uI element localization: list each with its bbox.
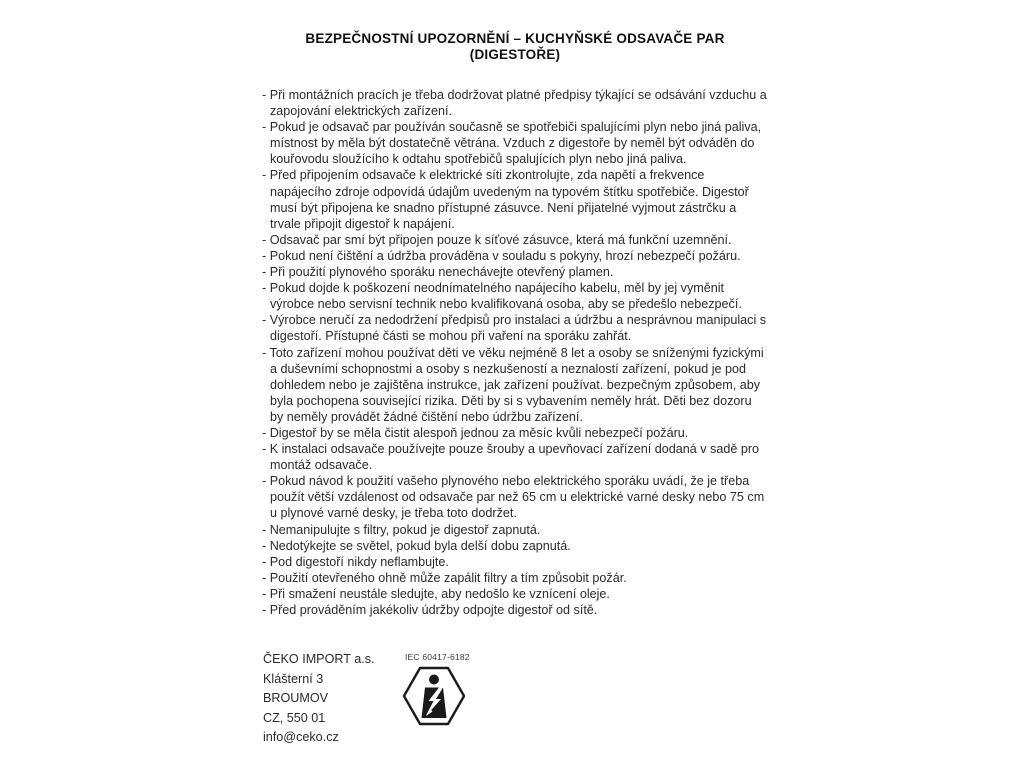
company-info-block [263,650,393,748]
safety-warning-item: - Při smažení neustále sledujte, aby nedošlo ke vznícení oleje. [262,586,610,601]
safety-warnings-list [262,87,768,618]
certification-symbol-block [402,652,492,728]
safety-warning-item: - Pokud je odsavač par používán současně se spotřebiči spalujícími plyn nebo jiná paliva, místnost by měla být dostatečně větrána. Vzduch z digestoře by neměl být odváděn do kouřovodu sloužícího k odtahu spotřebičů spalujících plyn nebo jiná paliva. [262,120,762,167]
safety-warning-item: - Při použití plynového sporáku nenechávejte otevřený plamen. [262,265,614,280]
safety-warning-item: - Výrobce neručí za nedodržení předpisů pro instalaci a údržbu a nesprávnou manipulaci s digestoří. Přístupné části se mohou při vaření na sporáku zahřát. [262,313,767,344]
safety-warning-item: - Pokud není čištění a údržba prováděna v souladu s pokyny, hrozí nebezpečí požáru. [262,248,741,263]
safety-warning-item: - Před připojením odsavače k elektrické síti zkontrolujte, zda napětí a frekvence napájecího zdroje odpovídá údajům uvedeným na typovém štítku spotřebiče. Digestoř musí být připojena ke snadno přístupné zásuvce. Není přijatelné vyjmout zástrčku a trvale připojit digestoř k napájení. [262,168,749,231]
company-address-zip: CZ, 550 01 [263,710,326,725]
safety-warning-item: - Použití otevřeného ohně může zapálit filtry a tím způsobit požár. [262,570,627,585]
safety-warning-item: - Odsavač par smí být připojen pouze k síťové zásuvce, která má funkční uzemnění. [262,232,732,247]
safety-warning-item: - Při montážních pracích je třeba dodržovat platné předpisy týkající se odsávání vzduchu a zapojování elektrických zařízení. [262,88,767,119]
safety-warning-item: - Toto zařízení mohou používat děti ve věku nejméně 8 let a osoby se sníženými fyzickými a duševními schopnostmi a osoby s nezkušeností a neznalostí zařízení, pokud je pod dohledem nebo je zajištěna instrukce, jak zařízení používat. bezpečným způsobem, aby byla pochopena související rizika. Děti by si s vybavením neměly hrát. Děti bez dozoru by neměly provádět žádné čištění nebo údržbu zařízení. [262,345,764,424]
safety-warning-item: - Pod digestoří nikdy neflambujte. [262,554,449,569]
company-email: info@ceko.cz [263,730,339,744]
symbol-standard-label: IEC 60417-6182 [405,652,470,662]
company-address-city: BROUMOV [263,691,329,705]
safety-warning-item: - Pokud dojde k poškození neodnímatelného napájecího kabelu, měl by jej vyměnit výrobce nebo servisní technik nebo kvalifikovaná osoba, aby se předešlo nebezpečí. [262,281,742,312]
safety-warning-item: - K instalaci odsavače používejte pouze šrouby a upevňovací zařízení dodaná v sadě pro montáž odsavače. [262,442,760,473]
company-name: ČEKO IMPORT a.s. [263,652,375,666]
safety-warning-item: - Nemanipulujte s filtry, pokud je digestoř zapnutá. [262,522,541,537]
page-title: BEZPEČNOSTNÍ UPOZORNĚNÍ – KUCHYŇSKÉ ODSAVAČE PAR (DIGESTOŘE) [305,31,725,62]
safety-warning-item: - Před prováděním jakékoliv údržby odpojte digestoř od sítě. [262,603,598,617]
iec-60417-6182-installation-expertise-icon [402,664,492,728]
safety-warning-item: - Digestoř by se měla čistit alespoň jednou za měsíc kvůli nebezpečí požáru. [262,425,689,440]
company-address-street: Klášterní 3 [263,671,324,686]
safety-warning-item: - Pokud návod k použití vašeho plynového nebo elektrického sporáku uvádí, že je třeba použít větší vzdálenost od odsavače par než 65 cm u elektrické varné desky nebo 75 cm u plynové varné desky, je třeba toto dodržet. [262,474,765,521]
safety-warning-item: - Nedotýkejte se světel, pokud byla delší dobu zapnutá. [262,538,571,553]
document-body [262,31,768,618]
